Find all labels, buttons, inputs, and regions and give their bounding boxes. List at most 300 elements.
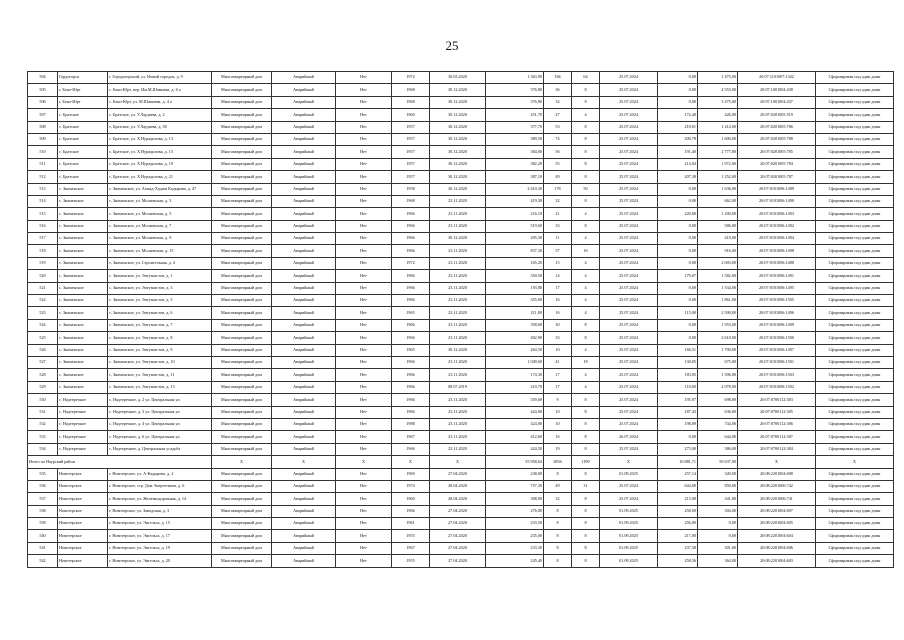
cell-n: 513 (28, 183, 58, 195)
cell-v1: 179,07 (658, 270, 698, 282)
cell-year: 1966 (392, 220, 430, 232)
cell-type: Многоквартирный дом (212, 542, 272, 554)
table-row (28, 171, 894, 183)
cell-cad: 20:08:2201004:606 (738, 542, 816, 554)
cell-v1: 130,05 (658, 356, 698, 368)
cell-res: Нет (336, 542, 392, 554)
table-row (28, 109, 894, 121)
cell-p1: 17 (544, 282, 572, 294)
cell-state: Аварийный (272, 319, 336, 331)
cell-date: 08.07.2019 (430, 381, 486, 393)
cell-addr: г. Новотерское, ул. Энгельса, д. 17 (108, 530, 212, 542)
cell-state: Аварийный (272, 171, 336, 183)
cell-state: Аварийный (272, 183, 336, 195)
cell-p1: 10 (544, 418, 572, 430)
table-row (28, 270, 894, 282)
cell-n: 536 (28, 480, 58, 492)
cell-v1: 0,00 (658, 257, 698, 269)
cell-p1: 16 (544, 431, 572, 443)
cell-v2: 1 972,00 (698, 158, 738, 170)
cell-addr: с. Бено-Юрт, ул. М.Шамиева, д. 4 а (108, 96, 212, 108)
cell-v2: 850,00 (698, 480, 738, 492)
cell-p2: 8 (572, 505, 600, 517)
cell-note: Сформирован под один домн (816, 505, 894, 517)
cell-p2: 4 (572, 208, 600, 220)
cell-n: 539 (28, 518, 58, 530)
cell-n: 514 (28, 195, 58, 207)
cell-plan: 01.09.2025 (600, 518, 658, 530)
cell-p1: 10 (544, 406, 572, 418)
cell-state: Аварийный (272, 295, 336, 307)
cell-p1: 8 (544, 530, 572, 542)
cell-addr: г. Новотерское, ул. Энгельса, д. 20 (108, 555, 212, 567)
cell-p2: 31 (572, 480, 600, 492)
cell-addr: с. Знаменское, ул. Московская, д. 3 (108, 195, 212, 207)
cell-mun: г. Бено-Юрт (58, 84, 108, 96)
cell-type: Многоквартирный дом (212, 158, 272, 170)
cell-plan: 26.07.2024 (600, 431, 658, 443)
cell-plan: 25.07.2024 (600, 84, 658, 96)
cell-date: 30.12.2020 (430, 84, 486, 96)
cell-res: Нет (336, 257, 392, 269)
cell-year: 1955 (392, 555, 430, 567)
table-row (28, 505, 894, 517)
cell-date: 30.12.2020 (430, 158, 486, 170)
cell-cad: 20:07:0101006:1500 (738, 332, 816, 344)
cell-n: 532 (28, 418, 58, 430)
cell-n: 515 (28, 208, 58, 220)
cell-plan: 25.07.2024 (600, 319, 658, 331)
cell-date: 30.12.2020 (430, 121, 486, 133)
cell-year: 1957 (392, 121, 430, 133)
cell-v2: 1 953,00 (698, 319, 738, 331)
cell-state: Аварийный (272, 493, 336, 505)
cell-area: 216,10 (486, 208, 544, 220)
cell-n: 537 (28, 493, 58, 505)
cell-addr: с. Надтеречное, д. 6 ул. Центральная ул. (108, 431, 212, 443)
cell-addr: с. Бено-Юрт, пер. Им.М.Шамиева, д. 6 а (108, 84, 212, 96)
cell-date: 23.11.2020 (430, 220, 486, 232)
cell-note: Сформирован под один домн (816, 493, 894, 505)
cell-area: 174,30 (486, 369, 544, 381)
table-row (28, 220, 894, 232)
cell-note: Сформирован под один домн (816, 443, 894, 455)
table-row (28, 381, 894, 393)
cell-mun: с. Знаменское (58, 307, 108, 319)
cell-note: Сформирован под один домн (816, 146, 894, 158)
cell-date: 23.11.2020 (430, 282, 486, 294)
total-label: Итого по Наурский район (28, 456, 212, 468)
cell-year: 1966 (392, 282, 430, 294)
cell-v1: 0,00 (658, 245, 698, 257)
cell-plan: 25.07.2024 (600, 133, 658, 145)
cell-year: 1972 (392, 72, 430, 84)
cell-n: 534 (28, 443, 58, 455)
cell-type: Многоквартирный дом (212, 183, 272, 195)
cell-p1: 36 (544, 84, 572, 96)
cell-mun: с. Знаменское (58, 195, 108, 207)
cell-plan: 25.07.2024 (600, 270, 658, 282)
cell-year: 1968 (392, 96, 430, 108)
cell-res: Нет (336, 530, 392, 542)
cell-v2: 2 777,00 (698, 146, 738, 158)
cell-note: Сформирован под один домн (816, 555, 894, 567)
cell-p1: 30 (544, 319, 572, 331)
cell-mun: с. Знаменское (58, 356, 108, 368)
cell-cad: 20:07:0700112:383 (738, 394, 816, 406)
cell-plan: 25.07.2024 (600, 121, 658, 133)
cell-n: 504 (28, 72, 58, 84)
cell-state: Аварийный (272, 443, 336, 455)
cell-type: Многоквартирный дом (212, 72, 272, 84)
cell-year: 1966 (392, 356, 430, 368)
cell-addr: с. Знаменское, ул. Строительная, д. 4 (108, 257, 212, 269)
cell-mun: с. Знаменское (58, 332, 108, 344)
cell-cad: 20:07:0101006:1491 (738, 270, 816, 282)
cell-v2: 1 582,00 (698, 270, 738, 282)
table-row (28, 84, 894, 96)
cell-mun: Новотерское (58, 530, 108, 542)
cell-year: 1966 (392, 208, 430, 220)
cell-p2: 8 (572, 195, 600, 207)
cell-year: 1966 (392, 319, 430, 331)
cell-date: 27.04.2020 (430, 555, 486, 567)
cell-res: Нет (336, 245, 392, 257)
cell-p2: 8 (572, 542, 600, 554)
table-row (28, 208, 894, 220)
cell-cad: 20:07:0201005:787 (738, 171, 816, 183)
cell-p1: 10 (544, 344, 572, 356)
cell-res: Нет (336, 72, 392, 84)
cell-res: Нет (336, 109, 392, 121)
cell-p2: 18 (572, 356, 600, 368)
cell-state: Аварийный (272, 257, 336, 269)
cell-cad: 20:07:0101006:1503 (738, 369, 816, 381)
cell-year: 1960 (392, 109, 430, 121)
cell-date: 30.03.2020 (430, 72, 486, 84)
cell-cad: 20:07:0101006:1488 (738, 257, 816, 269)
cell-type: Многоквартирный дом (212, 381, 272, 393)
cell-v1: 183,05 (658, 369, 698, 381)
cell-state: Аварийный (272, 220, 336, 232)
cell-v2: 364,00 (698, 555, 738, 567)
cell-area: 308,00 (486, 493, 544, 505)
cell-p2: 8 (572, 406, 600, 418)
cell-addr: г. Новотерское, ул. А-Кадырова, д. 2 (108, 468, 212, 480)
cell-type: Многоквартирный дом (212, 332, 272, 344)
cell-note: Сформирован под один домн (816, 220, 894, 232)
cell-addr: с. Знаменское, ул. Энтузиастов, д. 10 (108, 356, 212, 368)
cell-n: 523 (28, 307, 58, 319)
cell-n: 529 (28, 381, 58, 393)
cell-date: 30.12.2020 (430, 233, 486, 245)
cell-year: 1957 (392, 171, 430, 183)
cell-year: 1965 (392, 307, 430, 319)
cell-n: 508 (28, 121, 58, 133)
cell-state: Аварийный (272, 233, 336, 245)
cell-type: Многоквартирный дом (212, 208, 272, 220)
cell-area: 264,50 (486, 344, 544, 356)
cell-cad: 20:07:1001004:437 (738, 96, 816, 108)
cell-cad: 20:08:2201006:742 (738, 480, 816, 492)
cell-type: Многоквартирный дом (212, 406, 272, 418)
table-body-lower (28, 468, 894, 567)
cell-res: Нет (336, 555, 392, 567)
cell-p2: 8 (572, 84, 600, 96)
cell-type: Многоквартирный дом (212, 356, 272, 368)
cell-area: 1 363,90 (486, 72, 544, 84)
cell-res: Нет (336, 220, 392, 232)
cell-v2: 636,00 (698, 406, 738, 418)
table-row (28, 530, 894, 542)
cell-date: 30.12.2020 (430, 133, 486, 145)
cell-year: 1966 (392, 245, 430, 257)
cell-date: 27.04.2020 (430, 468, 486, 480)
cell-p2: 16 (572, 245, 600, 257)
cell-date: 23.11.2020 (430, 245, 486, 257)
cell-addr: с. Братское, ул. Х.Нурадилова, д. 19 (108, 158, 212, 170)
cell-p1: 55 (544, 158, 572, 170)
cell-v1: 0,00 (658, 84, 698, 96)
cell-res: Нет (336, 158, 392, 170)
table-row (28, 282, 894, 294)
cell-state: Аварийный (272, 356, 336, 368)
table-row (28, 431, 894, 443)
cell-plan: 25.07.2024 (600, 332, 658, 344)
cell-cad: 20:07:0101006:1493 (738, 208, 816, 220)
cell-p1: 27 (544, 109, 572, 121)
cell-mun: с. Знаменское (58, 183, 108, 195)
cell-note: Сформирован под один домн (816, 480, 894, 492)
cell-cad: 20:08:2201004:697 (738, 505, 816, 517)
cell-n: 522 (28, 295, 58, 307)
cell-p1: 11 (544, 233, 572, 245)
cell-cad: 20:07:0101006:1489 (738, 183, 816, 195)
cell-area: 358,60 (486, 319, 544, 331)
cell-cad: 20:07:0700112:386 (738, 418, 816, 430)
cell-v1: 215,00 (658, 493, 698, 505)
cell-p1: 8 (544, 555, 572, 567)
cell-v1: 0,00 (658, 233, 698, 245)
cell-type: Многоквартирный дом (212, 270, 272, 282)
cell-area: 233,50 (486, 518, 544, 530)
cell-plan: 25.07.2024 (600, 344, 658, 356)
cell-addr: г. Новотерское, ул. Энгельса, д. 15 (108, 518, 212, 530)
cell-p2: 8 (572, 171, 600, 183)
cell-v1: 257,14 (658, 468, 698, 480)
cell-area: 210,70 (486, 381, 544, 393)
cell-v2: 341,00 (698, 493, 738, 505)
cell-v1: 191,40 (658, 146, 698, 158)
cell-v1: 0,00 (658, 183, 698, 195)
cell-v2: 2 500,00 (698, 307, 738, 319)
cell-note: Сформирован под один домн (816, 282, 894, 294)
cell-v2: 1 534,00 (698, 282, 738, 294)
cell-state: Аварийный (272, 121, 336, 133)
cell-res: Нет (336, 307, 392, 319)
cell-p1: 14 (544, 270, 572, 282)
cell-v1: 217,00 (658, 530, 698, 542)
cell-area: 377,70 (486, 121, 544, 133)
cell-v2: 0,00 (698, 530, 738, 542)
cell-mun: с. Братское (58, 109, 108, 121)
cell-addr: с. Братское, ул. Х.Нурадилова, д. 13 (108, 133, 212, 145)
cell-date: 23.11.2020 (430, 295, 486, 307)
cell-plan: 25.07.2024 (600, 480, 658, 492)
cell-v2: 301,00 (698, 542, 738, 554)
table-row (28, 332, 894, 344)
cell-year: 1967 (392, 542, 430, 554)
cell-note: Сформирован под один домн (816, 245, 894, 257)
cell-type: Многоквартирный дом (212, 109, 272, 121)
cell-note: Сформирован под один домн (816, 208, 894, 220)
cell-v2: 304,00 (698, 505, 738, 517)
cell-v2: 1 600,00 (698, 133, 738, 145)
table-row (28, 307, 894, 319)
cell-p1: 56 (544, 146, 572, 158)
cell-year: 1968 (392, 84, 430, 96)
cell-area: 276,00 (486, 505, 544, 517)
cell-n: 519 (28, 257, 58, 269)
table-row (28, 406, 894, 418)
cell-date: 23.11.2020 (430, 356, 486, 368)
table-row (28, 480, 894, 492)
cell-res: Нет (336, 381, 392, 393)
cell-mun: с. Братское (58, 158, 108, 170)
cell-area: 376,80 (486, 96, 544, 108)
cell-p2: 8 (572, 431, 600, 443)
cell-v2: 2 003,00 (698, 257, 738, 269)
table-row (28, 542, 894, 554)
cell-p1: 8 (544, 468, 572, 480)
cell-state: Аварийный (272, 158, 336, 170)
cell-v2: 1 475,00 (698, 72, 738, 84)
cell-addr: с. Знаменское, ул. Энтузиастов, д. 8 (108, 332, 212, 344)
cell-state: Аварийный (272, 208, 336, 220)
cell-type: Многоквартирный дом (212, 555, 272, 567)
cell-res: Нет (336, 208, 392, 220)
table-row (28, 394, 894, 406)
cell-mun: с. Братское (58, 121, 108, 133)
cell-date: 30.12.2020 (430, 146, 486, 158)
cell-area: 757,30 (486, 480, 544, 492)
cell-area: 519,60 (486, 220, 544, 232)
cell-state: Аварийный (272, 381, 336, 393)
table-row (28, 518, 894, 530)
table-row (28, 133, 894, 145)
cell-p2: 8 (572, 418, 600, 430)
cell-res: Нет (336, 431, 392, 443)
cell-v2: 1 414,00 (698, 121, 738, 133)
cell-note: Сформирован под один домн (816, 195, 894, 207)
cell-area: 424,00 (486, 406, 544, 418)
cell-date: 30.12.2020 (430, 109, 486, 121)
cell-addr: с. Знаменское, ул. Энтузиастов, д. 13 (108, 381, 212, 393)
cell-plan: 25.07.2024 (600, 381, 658, 393)
cell-cad: 20:07:0101006:1495 (738, 282, 816, 294)
cell-cad: 20:07:1101007:1342 (738, 72, 816, 84)
cell-p2: 8 (572, 493, 600, 505)
cell-n: 520 (28, 270, 58, 282)
cell-state: Аварийный (272, 530, 336, 542)
cell-v1: 195,97 (658, 394, 698, 406)
cell-p2: 4 (572, 307, 600, 319)
cell-res: Нет (336, 171, 392, 183)
cell-v2: 675,00 (698, 356, 738, 368)
cell-state: Аварийный (272, 72, 336, 84)
cell-res: Нет (336, 480, 392, 492)
cell-plan: 25.07.2024 (600, 406, 658, 418)
table-row (28, 195, 894, 207)
cell-plan: 25.07.2024 (600, 109, 658, 121)
cell-cad: 20:07:0101006:1492 (738, 220, 816, 232)
cell-note: Сформирован под один домн (816, 257, 894, 269)
cell-res: Нет (336, 518, 392, 530)
cell-res: Нет (336, 369, 392, 381)
cell-area: 424,00 (486, 418, 544, 430)
cell-mun: с. Знаменское (58, 282, 108, 294)
cell-note: Сформирован под один домн (816, 84, 894, 96)
cell-addr: с. Братское, ул. У.Лаудаева, д. 2 (108, 109, 212, 121)
cell-note: Сформирован под один домн (816, 319, 894, 331)
cell-addr: с. Знаменское, ул. Московская, д. 15 (108, 245, 212, 257)
cell-plan: 01.09.2025 (600, 530, 658, 542)
cell-date: 23.11.2020 (430, 257, 486, 269)
cell-res: Нет (336, 344, 392, 356)
cell-cad: 20:08:2201004:603 (738, 555, 816, 567)
cell-cad: 20:07:0101006:1505 (738, 295, 816, 307)
cell-year: 1960 (392, 493, 430, 505)
cell-area: 402,90 (486, 332, 544, 344)
cell-mun: с. Знаменское (58, 233, 108, 245)
cell-type: Многоквартирный дом (212, 493, 272, 505)
cell-type: Многоквартирный дом (212, 505, 272, 517)
cell-plan: 01.09.2025 (600, 468, 658, 480)
cell-mun: с. Надтеречное (58, 443, 108, 455)
cell-addr: с. Знаменское, ул. Энтузиастов, д. 1 (108, 270, 212, 282)
cell-plan: 25.07.2024 (600, 443, 658, 455)
cell-state: Аварийный (272, 332, 336, 344)
cell-p2: 4 (572, 282, 600, 294)
cell-plan: 25.07.2024 (600, 295, 658, 307)
cell-cad: 20:07:0201005:785 (738, 146, 816, 158)
cell-date: 23.11.2020 (430, 369, 486, 381)
cell-note: Сформирован под один домн (816, 171, 894, 183)
cell-n: 517 (28, 233, 58, 245)
cell-state: Аварийный (272, 146, 336, 158)
cell-note: Сформирован под один домн (816, 530, 894, 542)
cell-v1: 258,56 (658, 555, 698, 567)
cell-v2: 1 252,00 (698, 171, 738, 183)
cell-year: 1966 (392, 332, 430, 344)
cell-v2: 426,00 (698, 109, 738, 121)
cell-addr: с. Знаменское, ул. Энтузиастов, д. 3 (108, 282, 212, 294)
cell-n: 507 (28, 109, 58, 121)
cell-date: 23.11.2020 (430, 394, 486, 406)
cell-date: 23.11.2020 (430, 418, 486, 430)
cell-date: 23.11.2020 (430, 319, 486, 331)
cell-v1: 214,04 (658, 158, 698, 170)
cell-plan: 25.07.2024 (600, 72, 658, 84)
cell-v2: 1 861,00 (698, 295, 738, 307)
cell-date: 23.11.2020 (430, 195, 486, 207)
cell-p2: 4 (572, 233, 600, 245)
cell-p2: 4 (572, 270, 600, 282)
cell-p1: 8 (544, 505, 572, 517)
cell-res: Нет (336, 418, 392, 430)
cell-state: Аварийный (272, 369, 336, 381)
table-row (28, 555, 894, 567)
